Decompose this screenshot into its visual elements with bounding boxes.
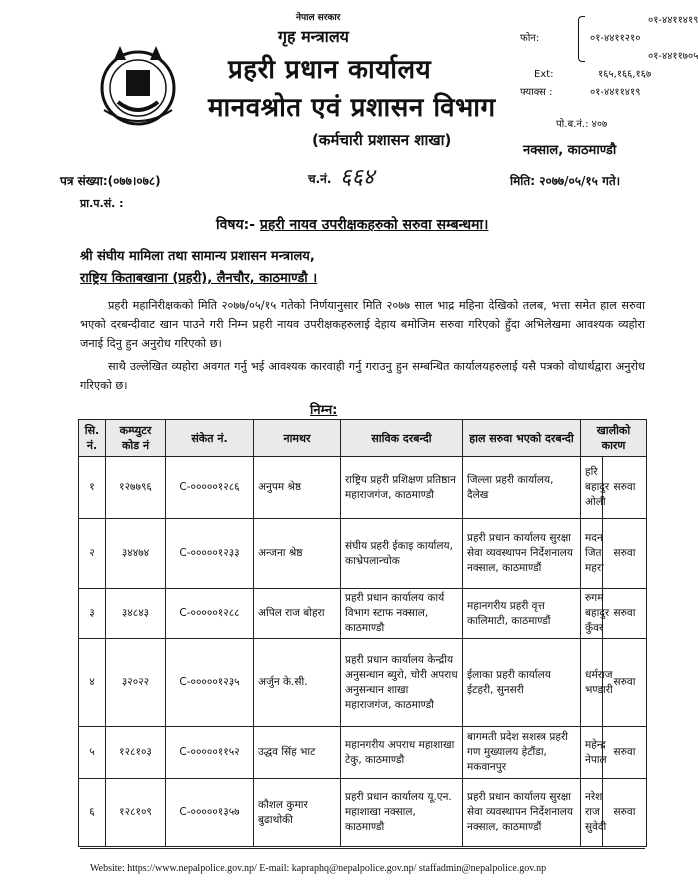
cell-code: ३४४७४ [106,519,166,589]
cell-vacant-name: मदन जित महरा [581,519,603,589]
cell-name: अन्जना श्रेष्ठ [254,519,341,589]
cell-sn: ४ [79,639,106,727]
chalani-number: ६६४ [340,165,375,190]
cell-reason: सरुवा [603,639,647,727]
cell-vacant-name: महेन्द्र नेपाल [581,727,603,779]
phone-1: ०१-४४११४१९ [648,15,698,26]
cell-sanket: C-०००००१२८८ [166,589,254,639]
phone-2: ०१-४४११२१० [590,33,641,44]
cell-vacant-name: हरि बहादुर ओली [581,457,603,519]
cell-sanket: C-०००००१२३३ [166,519,254,589]
table-row [79,519,647,589]
cell-new-post: बागमती प्रदेश सशस्त्र प्रहरी गण मुख्यालय हेटौंडा, मकवानपुर [463,727,581,779]
col-header-sanket: संकेत नं. [166,420,254,457]
addressee-line-2: राष्ट्रिय किताबखाना (प्रहरी), लैनचौर, काठमाण्डौ । [80,271,318,286]
cell-sn: २ [79,519,106,589]
cell-sanket: C-०००००११५२ [166,727,254,779]
phone-label: फोन: [520,33,540,44]
department-title: मानवश्रोत एवं प्रशासन विभाग [208,93,496,123]
table-row [79,727,647,779]
cell-new-post: प्रहरी प्रधान कार्यालय सुरक्षा सेवा व्यवस्थापन निर्देशनालय नक्साल, काठमाण्डौं [463,779,581,847]
ext-label: Ext: [534,69,554,80]
col-header-new-post: हाल सरुवा भएको दरबन्दी [463,420,581,457]
phone-3: ०१-४४११७०५ [648,51,698,62]
cell-vacant-name: नरेश राज सुवेदी [581,779,603,847]
list-heading: निम्न: [310,403,338,418]
po-box: पो.ब.नं.: ४०७ [556,119,608,130]
cell-reason: सरुवा [603,727,647,779]
cell-sn: १ [79,457,106,519]
ext-value: १६५,१६६,१६७ [598,69,652,80]
addressee-line-1: श्री संघीय मामिला तथा सामान्य प्रशासन मन्त्रालय, [80,249,315,264]
contact-block [520,12,698,102]
body-paragraph-2: साथै उल्लेखित व्यहोरा अवगत गर्नु भई आवश्यक कारवाही गर्नु गराउनु हुन सम्बन्धित कार्यालयहरुलाई यसै पत्रको वोधार्थद्वारा अनुरोध गरिएको छ। [80,360,645,392]
col-header-name: नामथर [254,420,341,457]
chalani-label: च.नं. [308,172,332,186]
cell-code: ३४८४३ [106,589,166,639]
cell-reason: सरुवा [603,519,647,589]
ministry-name: गृह मन्त्रालय [278,27,349,46]
cell-name: अर्जुन के.सी. [254,639,341,727]
cell-new-post: ईलाका प्रहरी कार्यालय ईटहरी, सुनसरी [463,639,581,727]
subject-label: विषय:- [216,217,256,233]
cell-old-post: संघीय प्रहरी ईकाइ कार्यालय, काभ्रेपलान्चोक [341,519,463,589]
cell-name: अपिल राज बोहरा [254,589,341,639]
cell-sanket: C-०००००१२८६ [166,457,254,519]
col-header-sn: सि. नं. [79,420,106,457]
cell-new-post: महानगरीय प्रहरी वृत्त कालिमाटी, काठमाण्डौं [463,589,581,639]
cell-name: उद्धव सिंह भाट [254,727,341,779]
cell-reason: सरुवा [603,457,647,519]
cell-reason: सरुवा [603,779,647,847]
cell-new-post: प्रहरी प्रधान कार्यालय सुरक्षा सेवा व्यवस्थापन निर्देशनालय नक्साल, काठमाण्डौं [463,519,581,589]
fax-label: फ्याक्स : [520,87,553,98]
cell-code: १२७७९६ [106,457,166,519]
cell-sanket: C-०००००१२३५ [166,639,254,727]
section-title: (कर्मचारी प्रशासन शाखा) [312,131,452,149]
fax-value: ०१-४४११४१९ [590,87,641,98]
cell-sn: ५ [79,727,106,779]
office-location: नक्साल, काठमाण्डौ [523,143,617,158]
cell-code: १२८१०९ [106,779,166,847]
cell-old-post: प्रहरी प्रधान कार्यालय यू.एन. महाशाखा नक्साल, काठमाण्डौ [341,779,463,847]
cell-old-post: प्रहरी प्रधान कार्यालय केन्द्रीय अनुसन्धान ब्युरो, चोरी अपराध अनुसन्धान शाखा महाराजगंज, काठमाण्डौ [341,639,463,727]
cell-old-post: महानगरीय अपराध महाशाखा टेकु, काठमाण्डौ [341,727,463,779]
prapasa-label: प्रा.प.सं. : [80,197,124,210]
cell-vacant-name: रुगम बहादुर कुँवर [581,589,603,639]
table-row [79,639,647,727]
footer-divider [80,848,645,849]
col-header-vacancy-reason: खालीको कारण [581,420,647,457]
cell-new-post: जिल्ला प्रहरी कार्यालय, दैलेख [463,457,581,519]
body-paragraph-1: प्रहरी महानिरीक्षकको मिति २०७७/०५/१५ गतेको निर्णयानुसार मिति २०७७ साल भाद्र महिना देखिको तलब, भत्ता समेत हाल सरुवा भएको दरबन्दीवाट खान पाउने गरी निम्न प्रहरी नायव उपरीक्षकहरुलाई देहाय बमोजिम सरुवा गरिएको हुँदा अभिलेखमा आवश्यक व्यहोरा जनाई दिनु हुन अनुरोध गरिएको छ। [80,299,645,350]
nepal-police-emblem [92,40,184,128]
table-row [79,457,647,519]
table-header-row [79,420,647,457]
transfer-table [78,419,647,847]
cell-vacant-name: धर्मराज भण्डारी [581,639,603,727]
subject-text: प्रहरी नायव उपरीक्षकहरुको सरुवा सम्बन्धमा। [259,217,489,233]
cell-old-post: राष्ट्रिय प्रहरी प्रशिक्षण प्रतिष्ठान महाराजगंज, काठमाण्डौ [341,457,463,519]
col-header-code: कम्प्युटर कोड नं [106,420,166,457]
subject-line [216,215,488,234]
government-line: नेपाल सरकार [296,13,341,23]
cell-sn: ३ [79,589,106,639]
col-header-old-post: साविक दरबन्दी [341,420,463,457]
cell-code: ३२०२२ [106,639,166,727]
letter-reference: पत्र संख्या:(०७७।०७८) [60,174,161,188]
letter-date: मिति: २०७७/०५/१५ गते। [510,174,621,188]
cell-sanket: C-०००००१३५७ [166,779,254,847]
cell-code: १२८१०३ [106,727,166,779]
cell-reason: सरुवा [603,589,647,639]
cell-old-post: प्रहरी प्रधान कार्यालय कार्य विभाग स्टाफ नक्साल, काठमाण्डौ [341,589,463,639]
cell-sn: ६ [79,779,106,847]
table-row [79,589,647,639]
cell-name: कौशल कुमार बुढाथोकी [254,779,341,847]
table-row [79,779,647,847]
footer-contact: Website: https://www.nepalpolice.gov.np/ E-mail: kapraphq@nepalpolice.gov.np/ staffadmin@nepalpolice.gov.np [90,863,547,874]
office-title: प्रहरी प्रधान कार्यालय [228,55,432,85]
cell-name: अनुपम श्रेष्ठ [254,457,341,519]
